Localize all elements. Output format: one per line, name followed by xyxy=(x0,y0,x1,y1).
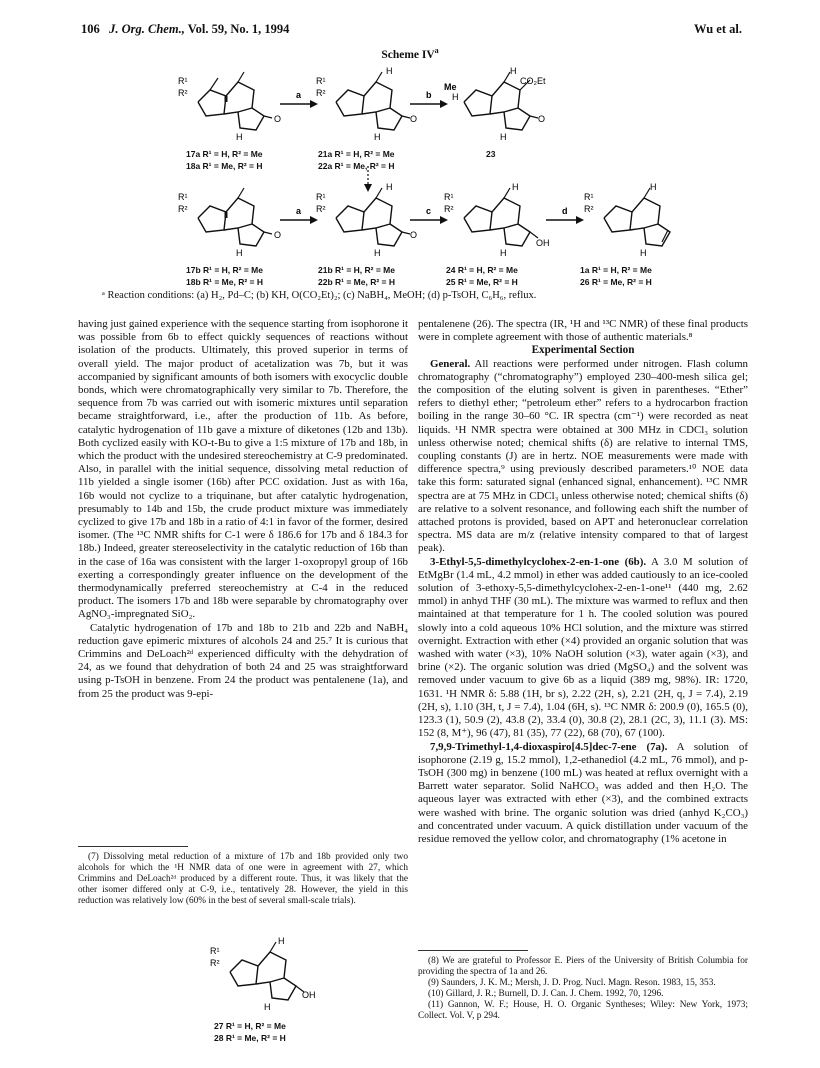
h-label: H xyxy=(640,248,647,258)
footnote-11: (11) Gannon, W. F.; House, H. O. Organic Syntheses; Wiley: New York, 1973; Collect. Vol. V, p 294. xyxy=(418,1000,748,1021)
h-label: H xyxy=(236,248,243,258)
h-label: H xyxy=(386,182,393,192)
compound-label-23: 23 xyxy=(486,149,496,159)
h-label: H xyxy=(374,248,381,258)
r1-label: R¹ xyxy=(584,192,594,202)
h-label: H xyxy=(650,182,657,192)
paragraph-7a: 7,9,9-Trimethyl-1,4-dioxaspiro[4.5]dec-7-ene (7a). A solution of isophorone (2.19 g, 15.2 mmol), 1,2-ethanediol (4.2 mL, 76 mmol), and p-TsOH (300 mg) in benzene (100 mL) was heated at reflux overnight with a Barrett water separator. Solid NaHCO₃ was added and then H₂O. The aqueous layer was extracted with ether (×3), and the combined extracts were washed with brine. The organic solution was dried (anhyd K₂CO₃) and concentrated under vacuum. A quick distillation under vacuum of the residue removed the yellow color, and chromatography (1% acetone in xyxy=(418,740,749,845)
r2-label: R² xyxy=(316,204,326,214)
h-label: H xyxy=(386,66,393,76)
oh-label: OH xyxy=(536,238,550,248)
page-number: 106 xyxy=(81,22,100,36)
journal-volume: Vol. 59, No. 1, 1994 xyxy=(187,22,290,36)
arrow-label: b xyxy=(426,90,432,100)
compound-label-17a-18a: 17a R¹ = H, R² = Me 18a R¹ = Me, R² = H xyxy=(186,149,263,171)
r1-label: R¹ xyxy=(316,76,326,86)
scheme-title: Scheme $IV^a$ xyxy=(381,46,439,61)
svg-text:H: H xyxy=(264,1002,271,1012)
svg-text:R¹: R¹ xyxy=(210,946,220,956)
r2-label: R² xyxy=(178,88,188,98)
paragraph-6b: 3-Ethyl-5,5-dimethylcyclohex-2-en-1-one (6b). A 3.0 M solution of EtMgBr (1.4 mL, 4.2 mmol) in ether was added cautiously to an ice-cooled solution of 3-ethoxy-5,5-dimethylcyclohex-2-en-1-one¹¹ (440 mg, 2.62 mmol) in anhyd THF (30 mL). The mixture was warmed to reflux and then maintained at that temperature for 1 h. The cooled solution was poured slowly into a cold aqueous 10% HCl solution, and the mixture was stirred overnight. Extraction with ether (×4) provided an organic solution that was washed with water (×3), 10% NaOH solution (×3), water again (×3), and brine (×2). The organic solution was dried (MgSO₄) and the solvent was removed under vacuum to give 6b as a liquid (389 mg, 98%). IR: 1720, 1631. ¹H NMR δ: 5.88 (1H, br s), 2.22 (2H, s), 2.21 (2H, q, J = 7.4), 2.19 (2H, s), 1.10 (3H, t, J = 7.4), 1.04 (6H, s). ¹³C NMR δ: 200.9 (0), 165.5 (0), 123.3 (1), 50.9 (2), 43.8 (2), 33.4 (0), 30.8 (2), 28.1 (2C, 3), 11.1 (3). MS: 152 (8, M⁺), 96 (47), 81 (35), 77 (22), 68 (70), 67 (100). xyxy=(418,555,748,740)
r1-label: R¹ xyxy=(178,76,188,86)
compound-label-1a-26: 1a R¹ = H, R² = Me 26 R¹ = Me, R² = H xyxy=(580,265,652,287)
o-label: O xyxy=(410,114,418,124)
h-label: H xyxy=(500,132,507,142)
footnote-10: (10) Gillard, J. R.; Burnell, D. J. Can. J. Chem. 1992, 70, 1296. xyxy=(428,989,664,999)
paragraph: Catalytic hydrogenation of 17b and 18b to 21b and 22b and NaBH₄ reduction gave epimeric mixtures of alcohols 24 and 25.⁷ It is curious that Crimmins and DeLoach²ᵈ experienced difficulty with the dehydration of 24, as we found that dehydration of both 24 and 25 was straightforward using p-TsOH in benzene. From 24 the product was pentalenene (1a), and from 25 the product was 9-epi- xyxy=(78,621,408,700)
svg-text:OH: OH xyxy=(302,990,316,1000)
h-label: H xyxy=(512,182,519,192)
arrow-label: c xyxy=(426,206,432,216)
compound-label-24-25: 24 R¹ = H, R² = Me 25 R¹ = Me, R² = H xyxy=(446,265,518,287)
r2-label: R² xyxy=(316,88,326,98)
footnote-9: (9) Saunders, J. K. M.; Mersh, J. D. Prog. Nucl. Magn. Reson. 1983, 15, 353. xyxy=(428,978,716,988)
footnote-7: (7) Dissolving metal reduction of a mixture of 17b and 18b provided only two alcohols for which the ¹H NMR data of one were in agreement with 27, which Crimmins and DeLoach²ᵈ produced by a different route. Thus, it was likely that the other isomer differed only at C-9, i.e., tentatively 28. However, the yield in this reduction was relatively low (60% in the best of several small-scale trials). xyxy=(78,852,408,906)
arrow-label: a xyxy=(296,206,302,216)
svg-text:R²: R² xyxy=(210,958,220,968)
page-header-authors: Wu et al. xyxy=(693,22,742,36)
section-title: Experimental Section xyxy=(531,344,635,357)
arrow-label: d xyxy=(562,206,568,216)
o-label: O xyxy=(274,114,282,124)
r2-label: R² xyxy=(584,204,594,214)
h-label: H xyxy=(510,66,517,76)
paragraph: having just gained experience with the sequence starting from isophorone it was possible from 6b to effect quickly sequences of reactions without isolation of the products. Ultimately, this proved superior in terms of overall yield. The major product of acetalization was 7b, but it was accompanied by significant amounts of both isomers with exocyclic double bonds, which were chromatographically very similar to 7b. Therefore, the sequence from 7b was carried out with isomeric mixtures until separation became straightforward, i.e., after the production of 11b. As before, catalytic hydrogenation of 11b gave a mixture of diketones (12b and 13b). Both cyclized easily with KO-t-Bu to give a 1:5 mixture of 17b and 18b, in which the product with the undesired stereochemistry at C-9 predominated. Also, in parallel with the initial sequence, dissolving metal reduction of 11b yielded a single isomer (16b) after PCC oxidation. Just as with 16a, 16b would not cyclize to a triquinane, but after catalytic hydrogenation, presumably to 14b and 15b, the crude product mixture was immediately cyclized to give 17b and 18b in a ratio of 4:1 in favor of the former, desired isomer. (The ¹³C NMR shifts for C-1 were δ 186.6 for 17b and δ 184.3 for 18b.) Indeed, greater stereoselectivity in the catalytic reduction of 16b than in the case of 16a was consistent with the larger 1-oxopropyl group of 16b exerting a correspondingly greater influence on the development of the thermodynamically preferred stereochemistry at C-4 in the reduced product. The isomers 17b and 18b were separable by chromatography over AgNO₃-impregnated SiO₂. xyxy=(78,318,408,621)
compound-label-21a-22a: 21a R¹ = H, R² = Me 22a R¹ = Me, R² = H xyxy=(318,149,395,171)
h-label: H xyxy=(236,132,243,142)
me-label: Me xyxy=(444,82,457,92)
footnote-8: (8) We are grateful to Professor E. Piers of the University of British Columbia for providing the spectra of 1a and 26. xyxy=(418,956,748,977)
o-label: O xyxy=(410,230,418,240)
compound-label-21b-22b: 21b R¹ = H, R² = Me 22b R¹ = Me, R² = H xyxy=(318,265,395,287)
h-label: H xyxy=(374,132,381,142)
o-label: O xyxy=(274,230,282,240)
r1-label: R¹ xyxy=(316,192,326,202)
footnotes-right xyxy=(418,956,748,1022)
r2-label: R² xyxy=(178,204,188,214)
h-label: H xyxy=(452,92,459,102)
journal-name: J. Org. Chem., xyxy=(109,22,185,36)
co2et-label: CO₂Et xyxy=(520,76,546,86)
h-label: H xyxy=(500,248,507,258)
reaction-conditions: ᵃ Reaction conditions: (a) H₂, Pd–C; (b) KH, O(CO₂Et)₂; (c) NaBH₄, MeOH; (d) p-TsOH, C₆H₆, reflux. xyxy=(102,290,537,301)
arrow-label: a xyxy=(296,90,302,100)
compound-label-17b-18b: 17b R¹ = H, R² = Me 18b R¹ = Me, R² = H xyxy=(186,265,263,287)
paragraph: pentalenene (26). The spectra (IR, ¹H and ¹³C NMR) of these final products were in complete agreement with those of authentic materials.⁸ xyxy=(418,318,748,344)
compound-label-27-28: 27 R¹ = H, R² = Me 28 R¹ = Me, R² = H xyxy=(214,1021,286,1043)
o-label: O xyxy=(538,114,546,124)
r2-label: R² xyxy=(444,204,454,214)
paragraph-general: General. All reactions were performed under nitrogen. Flash column chromatography (“chromatography”) employed 230–400-mesh silica gel; the composition of the eluting solvent is given in parentheses. “Ether” refers to diethyl ether; “petroleum ether” refers to a hydrocarbon fraction boiling in the range 30–60 °C. IR spectra (cm⁻¹) were recorded as neat liquids. ¹H NMR spectra were obtained at 300 MHz in CDCl₃ solution unless otherwise noted; chemical shifts (δ) are relative to internal TMS, coupling constants (J) are in hertz. NOE measurements were made with difference spectra,⁹ using previously described parameters.¹⁰ NOE data take this form: saturated signal (enhanced signal, enhancement). ¹³C NMR spectra are at 75 MHz in CDCl₃ unless otherwise noted; chemical shifts (δ) are relative to a solvent resonance, and following each shift the number of attached protons is provided, based on APT and heteronuclear correlation spectra. MS data are m/z (relative intensity compared to that of largest peak). xyxy=(418,357,748,555)
svg-text:H: H xyxy=(278,936,285,946)
r1-label: R¹ xyxy=(178,192,188,202)
footnote-rule xyxy=(418,950,528,951)
r1-label: R¹ xyxy=(444,192,454,202)
